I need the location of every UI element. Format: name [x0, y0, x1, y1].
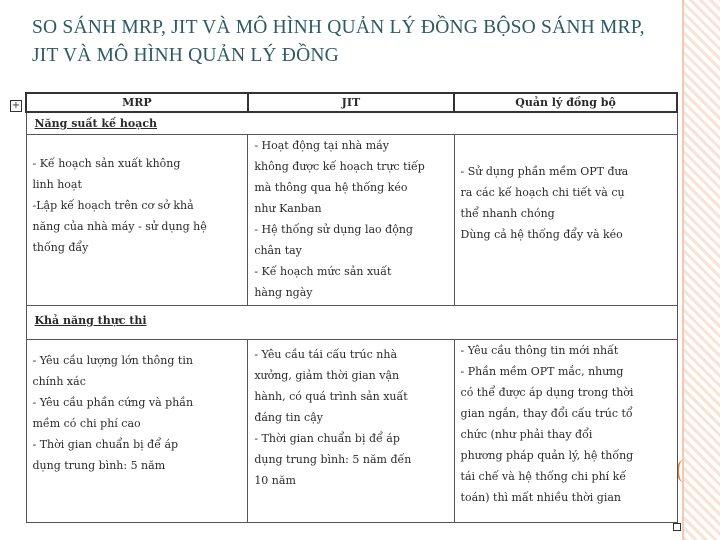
slide-title: SO SÁNH MRP, JIT VÀ MÔ HÌNH QUẢN LÝ ĐỒNG BỘSO SÁNH MRP, JIT VÀ MÔ HÌNH QUẢN LÝ ĐỒNG — [32, 17, 645, 66]
cell-jit-feasibility — [248, 340, 454, 523]
cell-jit-planning — [248, 135, 454, 306]
header-sync-management: Quản lý đồng bộ — [454, 93, 677, 112]
cell-text: - Hoạt động tại nhà máy không được kế hoạch trực tiếp mà thông qua hệ thống kéo như Kanban - Hệ thống sử dụng lao động chân tay - Kế hoạch mức sản xuất hàng ngày — [254, 139, 425, 299]
cell-sync-planning — [454, 135, 677, 306]
cell-text: - Yêu cầu tái cấu trúc nhà xưởng, giảm thời gian vận hành, có quá trình sản xuất đáng tin cậy - Thời gian chuẩn bị để áp dụng trung bình: 5 năm đến 10 năm — [254, 348, 412, 487]
section-label-feasibility: Khả năng thực thi — [26, 306, 677, 340]
cell-mrp-planning — [26, 135, 248, 306]
header-jit: JIT — [248, 93, 454, 112]
header-mrp: MRP — [26, 93, 248, 112]
decorative-stripe — [684, 0, 720, 540]
cell-sync-feasibility — [454, 340, 677, 523]
table-header-row — [26, 93, 677, 112]
section-row-feasibility — [26, 306, 677, 340]
cell-text: - Sử dụng phần mềm OPT đưa ra các kế hoạch chi tiết và cụ thể nhanh chóng Dùng cả hệ thống đẩy và kéo — [460, 165, 629, 241]
comparison-table — [25, 92, 678, 523]
table-row — [26, 135, 677, 306]
cell-text: - Yêu cầu thông tin mới nhất - Phần mềm OPT mắc, nhưng có thể được áp dụng trong thời gian ngắn, thay đổi cấu trúc tổ chức (như phải thay đổi phương pháp quản lý, hệ thống tái chế và hệ thống chi phí kế toán) thì mất nhiều thời gian — [460, 344, 634, 504]
stripe-border — [682, 0, 684, 540]
cell-mrp-feasibility — [26, 340, 248, 523]
plus-box-icon[interactable]: + — [11, 100, 21, 111]
decorative-bracket — [677, 460, 689, 482]
end-marker-icon — [673, 523, 681, 531]
section-row-planning — [26, 112, 677, 135]
cell-text: - Kế hoạch sản xuất không linh hoạt -Lập kế hoạch trên cơ sở khả năng của nhà máy - sử dụng hệ thống đẩy — [32, 157, 207, 254]
section-label-planning: Năng suất kế hoạch — [26, 112, 677, 135]
table-row — [26, 340, 677, 523]
cell-text: - Yêu cầu lượng lớn thông tin chính xác - Yêu cầu phần cứng và phần mềm có chi phí cao - Thời gian chuẩn bị để áp dụng trung bình: 5 năm — [32, 354, 194, 472]
